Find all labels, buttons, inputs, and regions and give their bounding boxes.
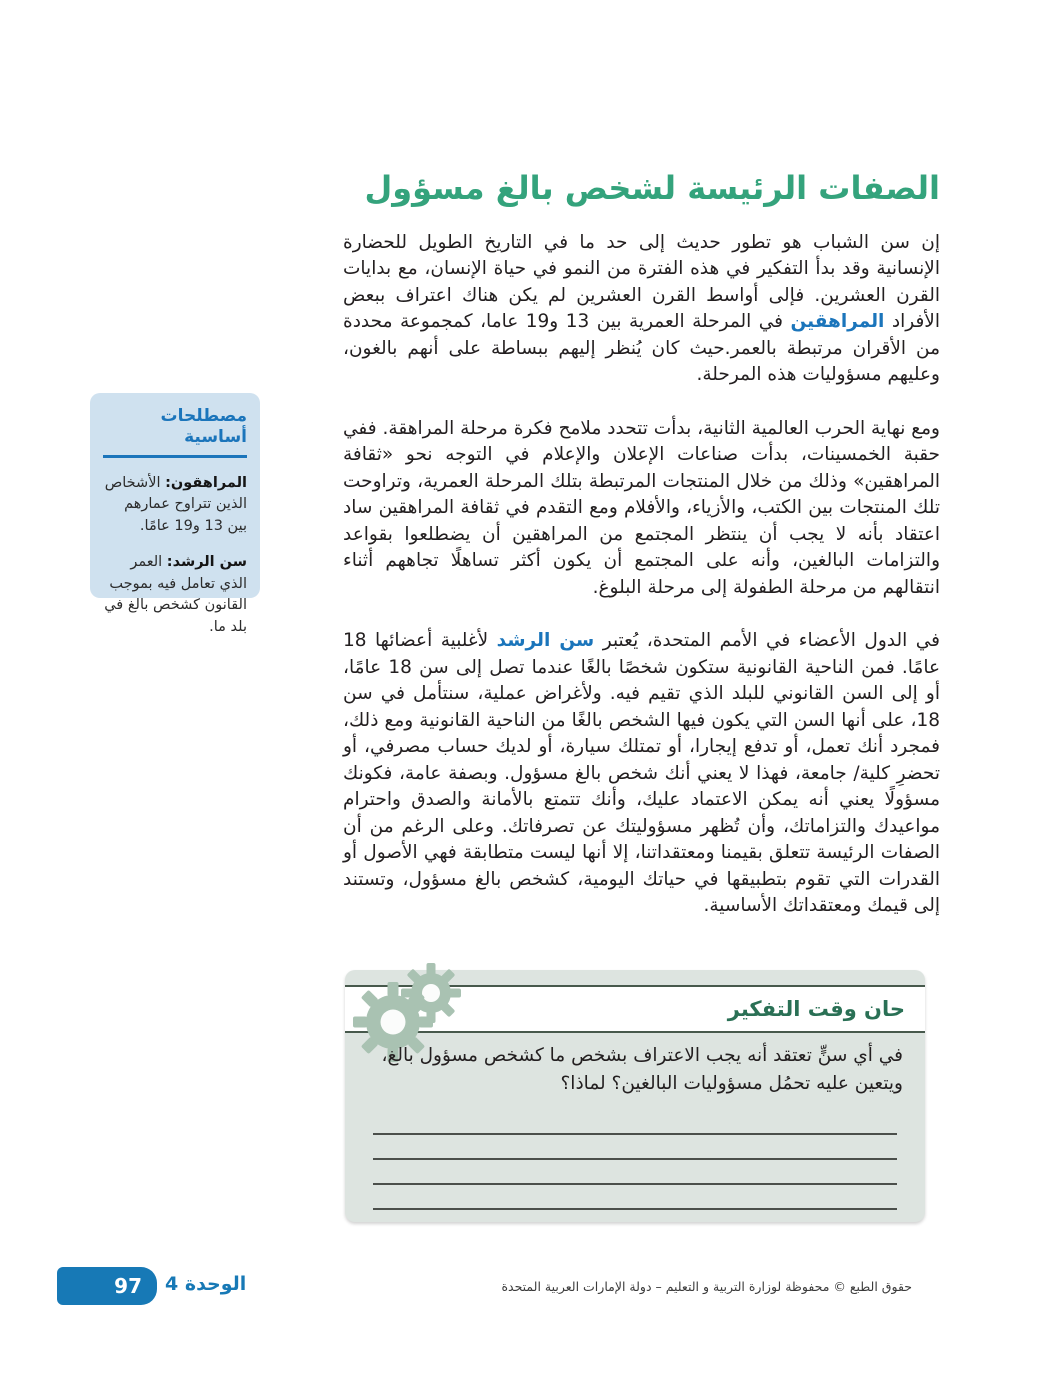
key-terms-title: مصطلحات أساسية <box>160 406 247 448</box>
paragraph-1 <box>343 230 940 389</box>
keyword-adolescents: المراهقين <box>790 311 885 333</box>
paragraph-1-text-cont: في المرحلة العمرية بين 13 و19 عاما، كمجموعة محددة من الأقران مرتبطة بالعمر.حيث كان يُنظر إليهم ببساطة على أنهم بالغون، وعليهم مسؤوليات هذه المرحلة. <box>343 311 940 386</box>
answer-lines <box>373 1110 897 1210</box>
page-number-tab <box>57 1267 157 1305</box>
answer-line-1 <box>373 1110 897 1135</box>
think-box-question: في أي سنٍّ تعتقد أنه يجب الاعتراف بشخص ما كشخص مسؤول بالغ، ويتعين عليه تحمُل مسؤوليات البالغين؟ لماذا؟ <box>381 1044 903 1094</box>
main-content <box>343 168 940 1222</box>
unit-label: الوحدة 4 <box>165 1273 247 1295</box>
term-adolescents-name: المراهقون: <box>165 474 247 491</box>
key-terms-box <box>90 393 260 635</box>
paragraph-3-text-cont: لأغلبية أعضائها 18 عامًا. فمن الناحية القانونية ستكون شخصًا بالغًا عندما تصل إلى سن 18 عامًا، أو إلى السن القانوني للبلد الذي تقيم فيه. ولأغراض عملية، سنتأمل في سن 18، على أنها السن التي يكون فيها الشخص بالغًا من الناحية القانونية ومع ذلك، فمجرد أنك تعمل، أو تدفع إيجارا، أو تمتلك سيارة، أو لديك حساب مصرفي، أو تحضرِ كلية/ جامعة، فهذا لا يعني أنك شخص بالغ مسؤول. وبصفة عامة، فكونك مسؤولًا يعني أنه يمكن الاعتماد عليك، وأنك تتمتع بالأمانة والصدق واحترام مواعيدك والتزاماتك، وأن تُظهر مسؤوليتك عن تصرفاتك. وعلى الرغم من أن الصفات الرئيسة تتعلق بقيمنا ومعتقداتنا، إلا أنها ليست متطابقة فهي الأصول أو القدرات التي تقوم بتطبيقها في حياتك اليومية، كشخص بالغ مسؤول، وتستند إلى قيمك ومعتقداتك الأساسية. <box>343 630 940 917</box>
page-number: 97 <box>114 1274 142 1298</box>
paragraph-2: ومع نهاية الحرب العالمية الثانية، بدأت تتحدد ملامح فكرة مرحلة المراهقة. ففي حقبة الخمسينات، بدأت صناعات الإعلان والإعلام في التوجه نحو «ثقافة المراهقين» وذلك من خلال المنتجات المرتبطة بتلك المرحلة العمرية، وتراوحت تلك المنتجات بين الكتب، والأزياء، والأفلام ومع التقدم في ثقافة المراهقين ساد اعتقاد بأنه لا يجب أن ينتظر المجتمع من المراهقين أن يضطلعوا بقواعد والتزامات البالغين، وأنه على المجتمع أن يكون أكثر تساهلًا تجاههم أثناء انتقالهم من مرحلة الطفولة إلى مرحلة البلوغ. <box>343 417 940 598</box>
think-box <box>345 970 925 1222</box>
paragraph-3 <box>343 628 940 920</box>
paragraph-1-text: إن سن الشباب هو تطور حديث إلى حد ما في التاريخ الطويل للحضارة الإنسانية وقد بدأ التفكير في هذه الفترة من النمو في حياة الإنسان، مع بدايات القرن العشرين. فإلى أواسط القرن العشرين لم يكن هناك اعتراف ببعض الأفراد <box>343 231 940 333</box>
think-box-title: حان وقت التفكير <box>727 996 905 1021</box>
keyword-age-of-majority: سن الرشد <box>496 630 595 652</box>
term-age-of-majority <box>103 552 247 638</box>
answer-line-2 <box>373 1135 897 1160</box>
term-age-of-majority-name: سن الرشد: <box>166 554 247 570</box>
answer-line-3 <box>373 1160 897 1185</box>
paragraph-3-text: في الدول الأعضاء في الأمم المتحدة، يُعتبر <box>594 630 941 652</box>
answer-line-4 <box>373 1185 897 1210</box>
copyright-text: حقوق الطبع © محفوظة لوزارة التربية و التعليم – دولة الإمارات العربية المتحدة <box>501 1279 912 1294</box>
term-age-of-majority-definition: العمر الذي تعامل فيه بموجب القانون كشخص بالغ في بلد ما. <box>104 554 247 635</box>
key-terms-divider <box>103 455 247 458</box>
page-title: الصفات الرئيسة لشخص بالغ مسؤول <box>364 169 940 207</box>
term-adolescents <box>103 473 247 538</box>
term-adolescents-definition: الأشخاص الذين تتراوح عمارهم بين 13 و19 عامًا. <box>104 474 247 534</box>
